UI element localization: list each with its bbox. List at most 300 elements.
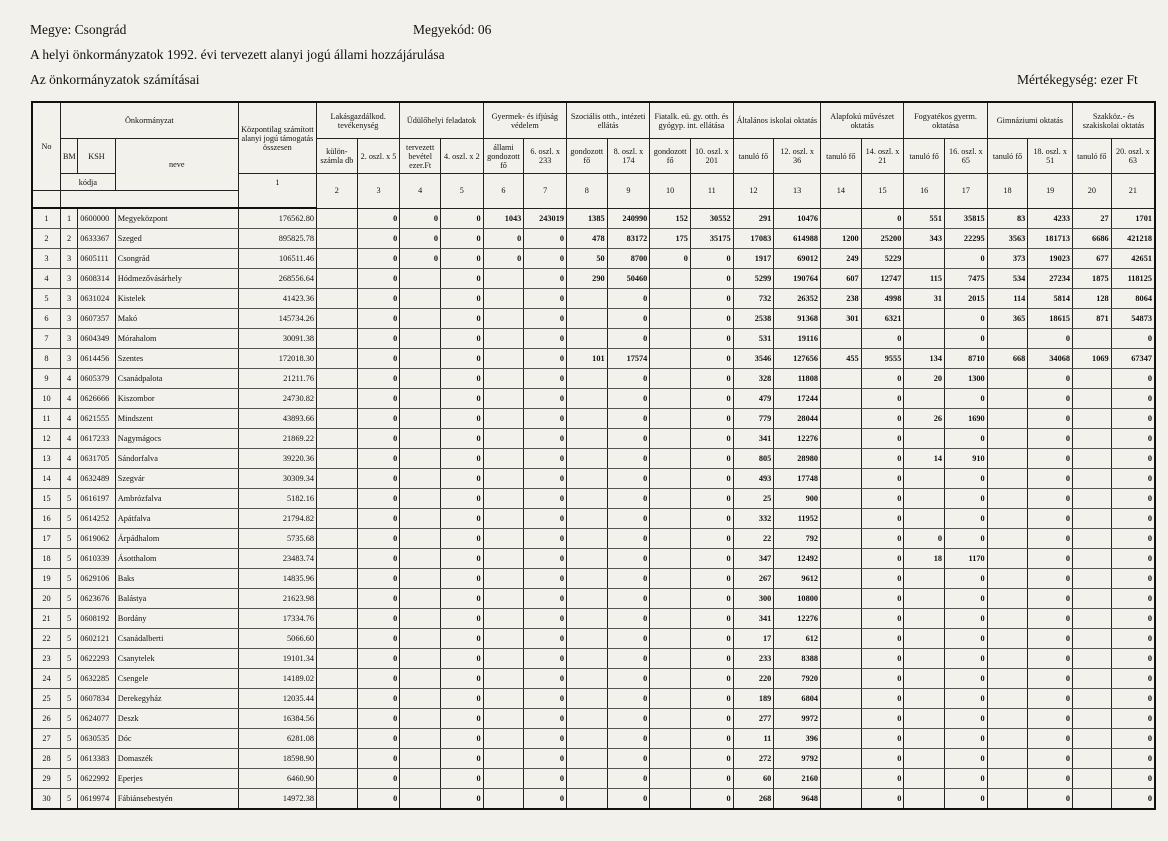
table-cell	[987, 709, 1028, 729]
table-row	[32, 589, 1155, 609]
table-cell: 3	[60, 329, 77, 349]
table-cell: 0	[440, 669, 483, 689]
table-cell: 12035.44	[238, 689, 316, 709]
table-cell: 0	[607, 569, 650, 589]
table-row	[32, 609, 1155, 629]
table-cell: Kistelek	[115, 289, 238, 309]
table-cell: 240990	[607, 208, 650, 229]
table-cell: 0	[944, 609, 987, 629]
table-cell	[483, 289, 524, 309]
table-cell: 30552	[690, 208, 733, 229]
table-cell	[904, 629, 945, 649]
table-cell: 10476	[774, 208, 821, 229]
table-cell: 0	[861, 769, 904, 789]
table-cell: 4	[60, 409, 77, 429]
table-cell: 4	[60, 469, 77, 489]
table-cell: 0	[1111, 469, 1155, 489]
table-cell: 233	[733, 649, 774, 669]
sub-header: tanuló fő	[821, 139, 862, 174]
group-header: Üdülőhelyi feladatok	[400, 102, 483, 139]
table-cell	[317, 609, 358, 629]
table-cell: 0	[524, 269, 567, 289]
table-cell: 493	[733, 469, 774, 489]
table-cell: 0	[524, 349, 567, 369]
col-number: 19	[1028, 174, 1073, 209]
sub-header: 6. oszl. x 233	[524, 139, 567, 174]
sub-header: külön-számla db	[317, 139, 358, 174]
table-cell: 0	[607, 709, 650, 729]
table-cell	[400, 469, 441, 489]
table-cell: 175	[650, 229, 691, 249]
table-cell: 21794.82	[238, 509, 316, 529]
table-cell: 21211.76	[238, 369, 316, 389]
table-cell	[317, 349, 358, 369]
table-cell	[650, 309, 691, 329]
table-cell: 0	[524, 389, 567, 409]
table-cell: 0	[1028, 609, 1073, 629]
table-cell	[566, 609, 607, 629]
table-cell: 0	[861, 789, 904, 810]
table-cell	[317, 709, 358, 729]
sub-header: tervezett bevétel ezer.Ft	[400, 139, 441, 174]
table-cell	[987, 389, 1028, 409]
table-cell: 21623.98	[238, 589, 316, 609]
table-cell: 0610339	[78, 549, 116, 569]
table-cell: 12492	[774, 549, 821, 569]
table-cell: 0	[861, 629, 904, 649]
table-cell	[821, 789, 862, 810]
table-cell: 614988	[774, 229, 821, 249]
table-cell: 0	[861, 609, 904, 629]
table-cell: Mindszent	[115, 409, 238, 429]
table-cell: 612	[774, 629, 821, 649]
sub-header: tanuló fő	[904, 139, 945, 174]
document-title: A helyi önkormányzatok 1992. évi tervezett alanyi jogú állami hozzájárulása	[30, 47, 445, 62]
table-cell: 0	[690, 709, 733, 729]
table-cell: 0	[524, 709, 567, 729]
table-cell: 0	[607, 309, 650, 329]
table-cell: 189	[733, 689, 774, 709]
col-number: 11	[690, 174, 733, 209]
table-cell: 0600000	[78, 208, 116, 229]
table-cell	[400, 489, 441, 509]
table-cell	[904, 729, 945, 749]
table-cell: 5229	[861, 249, 904, 269]
table-cell	[1073, 669, 1112, 689]
table-cell: 0	[1028, 729, 1073, 749]
table-cell: 35815	[944, 208, 987, 229]
table-cell: 0	[861, 409, 904, 429]
table-cell: 220	[733, 669, 774, 689]
table-cell: 0	[357, 549, 400, 569]
table-cell	[821, 629, 862, 649]
table-cell	[566, 429, 607, 449]
table-cell	[650, 649, 691, 669]
table-cell	[650, 569, 691, 589]
table-cell	[566, 729, 607, 749]
table-cell: 0	[861, 509, 904, 529]
table-cell	[400, 369, 441, 389]
table-cell	[904, 709, 945, 729]
table-cell: 152	[650, 208, 691, 229]
group-header: Alapfokú művészet oktatás	[821, 102, 904, 139]
table-cell: 5	[60, 589, 77, 609]
table-cell	[650, 469, 691, 489]
table-cell: 0631024	[78, 289, 116, 309]
table-cell	[1073, 429, 1112, 449]
table-cell: 0	[1111, 569, 1155, 589]
table-cell	[821, 409, 862, 429]
table-cell: 7920	[774, 669, 821, 689]
table-cell	[904, 569, 945, 589]
table-cell	[400, 329, 441, 349]
table-cell	[317, 569, 358, 589]
table-cell: 0	[524, 229, 567, 249]
table-cell	[483, 469, 524, 489]
table-cell: 0	[944, 669, 987, 689]
table-cell: 5066.60	[238, 629, 316, 649]
table-cell: 0	[440, 369, 483, 389]
table-row	[32, 749, 1155, 769]
table-cell: 0	[690, 449, 733, 469]
table-cell: 0	[357, 229, 400, 249]
table-cell	[317, 749, 358, 769]
table-cell: 21	[32, 609, 60, 629]
table-cell	[317, 629, 358, 649]
table-cell: 26	[32, 709, 60, 729]
table-cell: 0	[440, 269, 483, 289]
group-header: Lakásgazdálkod. tevékenység	[317, 102, 400, 139]
table-cell: 0	[861, 709, 904, 729]
table-cell: 114	[987, 289, 1028, 309]
table-cell: 0	[440, 769, 483, 789]
table-cell: 0608192	[78, 609, 116, 629]
table-cell: 0	[944, 789, 987, 810]
table-cell: 0	[607, 589, 650, 609]
table-row	[32, 208, 1155, 229]
table-cell: 0	[861, 329, 904, 349]
table-cell: 5	[60, 669, 77, 689]
table-cell	[1073, 329, 1112, 349]
table-cell: 3	[60, 289, 77, 309]
table-cell: 0	[1028, 529, 1073, 549]
table-cell: Nagymágocs	[115, 429, 238, 449]
table-cell: 0	[944, 309, 987, 329]
table-cell: 9648	[774, 789, 821, 810]
table-cell: Dóc	[115, 729, 238, 749]
table-cell: 0622293	[78, 649, 116, 669]
table-cell	[400, 669, 441, 689]
table-cell: 0616197	[78, 489, 116, 509]
table-cell: 35175	[690, 229, 733, 249]
table-cell: 0	[1111, 749, 1155, 769]
table-cell: 0	[607, 689, 650, 709]
table-cell	[317, 309, 358, 329]
table-cell: 0	[690, 769, 733, 789]
table-cell: 2160	[774, 769, 821, 789]
table-cell: 0	[357, 309, 400, 329]
table-cell: 0	[861, 729, 904, 749]
table-cell: 115	[904, 269, 945, 289]
table-cell	[400, 529, 441, 549]
table-cell: 25	[733, 489, 774, 509]
table-cell: Balástya	[115, 589, 238, 609]
table-cell: 0	[1028, 649, 1073, 669]
table-cell: 0	[607, 429, 650, 449]
table-cell: 0	[690, 469, 733, 489]
sub-header: tanuló fő	[1073, 139, 1112, 174]
table-cell: 0	[1111, 429, 1155, 449]
table-cell: 0	[607, 629, 650, 649]
table-cell: 0	[1111, 389, 1155, 409]
table-cell: 373	[987, 249, 1028, 269]
contribution-table-wrapper	[31, 101, 1156, 810]
table-cell: Kiszombor	[115, 389, 238, 409]
table-cell: 0613383	[78, 749, 116, 769]
unit-label: Mértékegység: ezer Ft	[1017, 72, 1138, 87]
table-cell	[483, 569, 524, 589]
sub-header: állami gondozott fő	[483, 139, 524, 174]
table-cell	[566, 589, 607, 609]
table-cell	[821, 529, 862, 549]
table-cell: 291	[733, 208, 774, 229]
table-cell: 43893.66	[238, 409, 316, 429]
table-cell: 0	[440, 789, 483, 810]
sub-header: 18. oszl. x 51	[1028, 139, 1073, 174]
table-cell: 0	[440, 709, 483, 729]
table-cell: 19023	[1028, 249, 1073, 269]
table-cell	[650, 409, 691, 429]
table-cell: 24	[32, 669, 60, 689]
table-cell: 4998	[861, 289, 904, 309]
sub-header: gondozott fő	[650, 139, 691, 174]
table-cell: 0	[1111, 589, 1155, 609]
table-cell: 3	[60, 349, 77, 369]
table-cell: 0	[400, 229, 441, 249]
table-cell: 0	[690, 249, 733, 269]
table-cell: 341	[733, 429, 774, 449]
table-cell	[483, 609, 524, 629]
table-cell: 0	[607, 469, 650, 489]
table-cell	[566, 749, 607, 769]
table-cell	[483, 389, 524, 409]
sub-header: 10. oszl. x 201	[690, 139, 733, 174]
col-header-gov: Önkormányzat	[60, 102, 238, 139]
table-cell: 0	[861, 569, 904, 589]
table-cell	[483, 789, 524, 810]
table-cell: 0	[690, 289, 733, 309]
table-cell: 18615	[1028, 309, 1073, 329]
table-cell	[987, 729, 1028, 749]
table-cell: 0	[607, 449, 650, 469]
table-cell: 34068	[1028, 349, 1073, 369]
col-header-name: neve	[115, 139, 238, 191]
table-cell	[566, 529, 607, 549]
table-cell: Apátfalva	[115, 509, 238, 529]
table-cell: 1701	[1111, 208, 1155, 229]
table-cell: 0631705	[78, 449, 116, 469]
table-cell: 1170	[944, 549, 987, 569]
table-cell: 0604349	[78, 329, 116, 349]
table-cell: 12747	[861, 269, 904, 289]
table-cell: 0	[690, 729, 733, 749]
table-cell: 0	[650, 249, 691, 269]
table-cell: 0	[607, 789, 650, 810]
table-cell: 5	[60, 749, 77, 769]
col-number: 3	[357, 174, 400, 209]
table-cell: 0	[400, 208, 441, 229]
table-cell	[821, 369, 862, 389]
table-cell	[400, 289, 441, 309]
table-cell: 13	[32, 449, 60, 469]
table-cell: 0	[524, 569, 567, 589]
table-cell	[317, 529, 358, 549]
table-cell: 2015	[944, 289, 987, 309]
table-cell	[400, 689, 441, 709]
table-cell: 0	[357, 609, 400, 629]
table-cell: 0	[1111, 549, 1155, 569]
table-cell: 396	[774, 729, 821, 749]
table-cell: 23	[32, 649, 60, 669]
table-cell: 5182.16	[238, 489, 316, 509]
table-cell: 1	[32, 208, 60, 229]
table-cell: 14	[32, 469, 60, 489]
table-cell: 0	[1028, 449, 1073, 469]
table-cell: 0	[944, 529, 987, 549]
table-cell: 5	[60, 629, 77, 649]
table-cell	[650, 669, 691, 689]
table-cell: 0	[440, 349, 483, 369]
table-cell	[650, 269, 691, 289]
table-cell: 118125	[1111, 269, 1155, 289]
table-cell: Fábiánsebestyén	[115, 789, 238, 810]
table-cell: 31	[904, 289, 945, 309]
table-cell: 0619062	[78, 529, 116, 549]
table-cell: 0	[524, 429, 567, 449]
table-cell	[1073, 469, 1112, 489]
table-cell: 0	[440, 509, 483, 529]
table-cell: 0	[524, 529, 567, 549]
table-cell: 0	[1111, 669, 1155, 689]
table-cell: 30309.34	[238, 469, 316, 489]
table-cell: 19101.34	[238, 649, 316, 669]
table-cell	[987, 529, 1028, 549]
table-cell: 895825.78	[238, 229, 316, 249]
table-cell	[566, 709, 607, 729]
table-cell: 18	[904, 549, 945, 569]
table-cell: 14972.38	[238, 789, 316, 810]
table-cell: 0	[607, 529, 650, 549]
table-cell: 0	[524, 789, 567, 810]
table-cell	[400, 769, 441, 789]
table-cell: 0	[440, 249, 483, 269]
table-cell	[821, 509, 862, 529]
col-number: 16	[904, 174, 945, 209]
table-cell: 0	[944, 649, 987, 669]
table-cell: 0	[440, 469, 483, 489]
table-cell: 127656	[774, 349, 821, 369]
group-header: Szakköz.- és szakiskolai oktatás	[1073, 102, 1155, 139]
table-cell	[317, 789, 358, 810]
table-cell: 17	[733, 629, 774, 649]
table-cell: 0	[400, 249, 441, 269]
table-cell: 0	[1111, 409, 1155, 429]
table-cell: Csengele	[115, 669, 238, 689]
table-cell: 67347	[1111, 349, 1155, 369]
table-cell: Eperjes	[115, 769, 238, 789]
table-cell	[904, 749, 945, 769]
table-cell: 0	[440, 309, 483, 329]
table-cell: 0	[357, 489, 400, 509]
table-cell: 0	[1028, 789, 1073, 810]
table-cell	[650, 769, 691, 789]
table-cell	[400, 409, 441, 429]
table-cell: 0	[1028, 409, 1073, 429]
table-cell: 0	[861, 449, 904, 469]
table-cell: 0	[861, 689, 904, 709]
table-cell: 0	[1028, 769, 1073, 789]
table-cell	[483, 669, 524, 689]
table-cell	[821, 729, 862, 749]
table-cell: Makó	[115, 309, 238, 329]
table-cell	[400, 609, 441, 629]
table-cell: 0	[524, 289, 567, 309]
table-cell	[566, 469, 607, 489]
table-cell: 0	[861, 389, 904, 409]
table-cell: 0	[690, 329, 733, 349]
table-cell	[1073, 709, 1112, 729]
table-cell: 0	[861, 489, 904, 509]
table-cell	[650, 709, 691, 729]
col-number: 15	[861, 174, 904, 209]
table-cell: 0608314	[78, 269, 116, 289]
table-cell: 23483.74	[238, 549, 316, 569]
table-cell	[566, 309, 607, 329]
table-cell: 50	[566, 249, 607, 269]
group-header: Szociális otth., intézeti ellátás	[566, 102, 649, 139]
table-cell: 2	[60, 229, 77, 249]
table-cell: 27	[1073, 208, 1112, 229]
table-row	[32, 249, 1155, 269]
table-cell: 101	[566, 349, 607, 369]
table-row	[32, 389, 1155, 409]
table-cell: 17748	[774, 469, 821, 489]
table-cell	[483, 749, 524, 769]
table-cell: 14	[904, 449, 945, 469]
table-cell: 1300	[944, 369, 987, 389]
table-cell: 28	[32, 749, 60, 769]
table-cell	[987, 509, 1028, 529]
table-cell	[317, 489, 358, 509]
table-cell	[650, 689, 691, 709]
table-cell	[650, 289, 691, 309]
table-cell: 11952	[774, 509, 821, 529]
table-cell: 11	[32, 409, 60, 429]
table-cell: 4	[32, 269, 60, 289]
table-cell	[317, 289, 358, 309]
sub-header: tanuló fő	[987, 139, 1028, 174]
table-cell: 343	[904, 229, 945, 249]
table-cell: 0	[357, 429, 400, 449]
table-cell: 190764	[774, 269, 821, 289]
table-cell	[566, 509, 607, 529]
table-cell	[821, 769, 862, 789]
table-cell: 0	[1028, 569, 1073, 589]
table-cell: 0	[440, 229, 483, 249]
table-cell: 0	[607, 729, 650, 749]
table-cell: 0	[1028, 689, 1073, 709]
table-cell	[1073, 629, 1112, 649]
